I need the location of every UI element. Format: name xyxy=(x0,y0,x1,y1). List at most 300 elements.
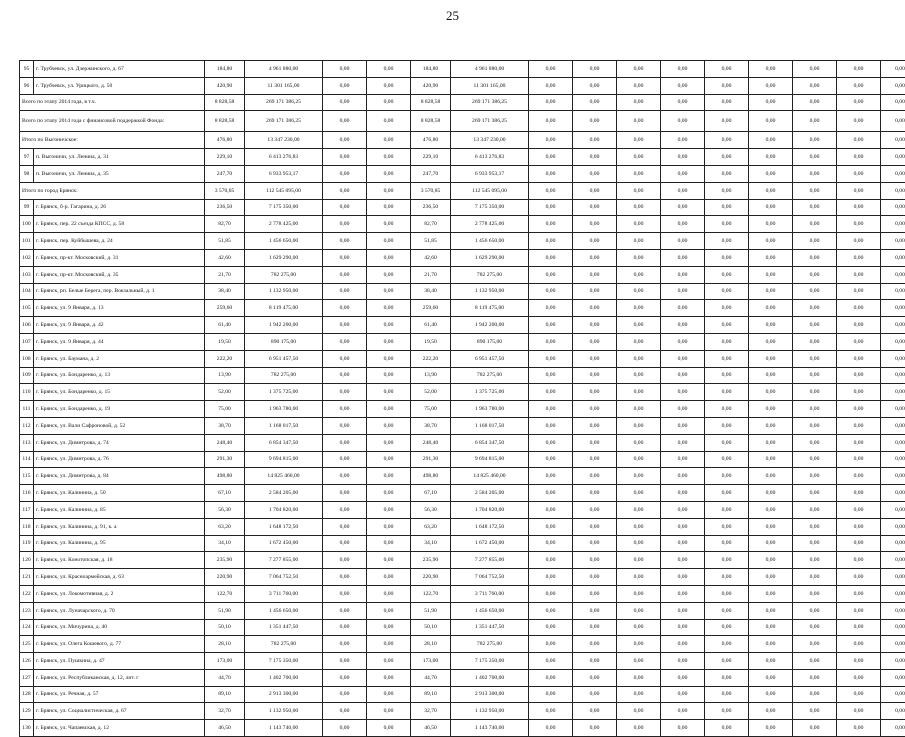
row-zero-value: 0,00 xyxy=(793,669,837,686)
row-zero-value: 0,00 xyxy=(749,333,793,350)
table-row xyxy=(20,266,905,283)
row-zero-value: 0,00 xyxy=(617,199,661,216)
row-area: 220,90 xyxy=(205,569,245,586)
row-value: 0,00 xyxy=(367,552,411,569)
row-cost-2: 2 584 205,00 xyxy=(451,485,529,502)
row-zero-value: 0,00 xyxy=(749,451,793,468)
row-area: 56,30 xyxy=(205,501,245,518)
row-cost: 7 277 855,00 xyxy=(245,552,323,569)
row-cost-2: 1 704 820,00 xyxy=(451,501,529,518)
row-zero-value: 0,00 xyxy=(573,602,617,619)
row-zero-value: 0,00 xyxy=(837,199,881,216)
row-cost: 782 275,00 xyxy=(245,367,323,384)
row-value: 0,00 xyxy=(367,401,411,418)
row-area: 44,70 xyxy=(205,669,245,686)
row-area-2: 56,30 xyxy=(411,501,451,518)
row-address: г. Брянск, ул. Локомотивная, д. 2 xyxy=(34,585,205,602)
row-value: 0,00 xyxy=(367,501,411,518)
row-zero-value: 0,00 xyxy=(837,401,881,418)
row-zero-value: 0,00 xyxy=(881,333,905,350)
row-zero-value: 0,00 xyxy=(705,602,749,619)
row-zero-value: 0,00 xyxy=(529,686,573,703)
row-zero-value: 0,00 xyxy=(617,653,661,670)
row-cost: 1 351 447,50 xyxy=(245,619,323,636)
row-number: 109 xyxy=(20,367,34,384)
row-number: 104 xyxy=(20,283,34,300)
row-zero-value: 0,00 xyxy=(749,552,793,569)
row-zero-value: 0,00 xyxy=(837,77,881,94)
row-label: Итого по Выгоничское: xyxy=(20,132,205,149)
row-zero-value: 0,00 xyxy=(661,569,705,586)
row-area-2: 19,50 xyxy=(411,333,451,350)
row-cost: 269 171 386,25 xyxy=(245,111,323,132)
row-zero-value: 0,00 xyxy=(529,485,573,502)
row-value: 0,00 xyxy=(367,283,411,300)
row-cost-2: 782 275,00 xyxy=(451,636,529,653)
row-area-2: 222,20 xyxy=(411,350,451,367)
row-address: г. Брянск, ул. Конотопская, д. 18 xyxy=(34,552,205,569)
row-zero-value: 0,00 xyxy=(881,653,905,670)
row-zero-value: 0,00 xyxy=(617,720,661,737)
row-area-2: 248,40 xyxy=(411,434,451,451)
row-zero-value: 0,00 xyxy=(573,132,617,149)
row-cost-2: 1 648 172,50 xyxy=(451,518,529,535)
row-zero-value: 0,00 xyxy=(837,367,881,384)
row-zero-value: 0,00 xyxy=(661,249,705,266)
row-zero-value: 0,00 xyxy=(529,535,573,552)
row-zero-value: 0,00 xyxy=(881,636,905,653)
table-row xyxy=(20,77,905,94)
row-zero-value: 0,00 xyxy=(793,216,837,233)
row-zero-value: 0,00 xyxy=(617,552,661,569)
table-row xyxy=(20,434,905,451)
table-row xyxy=(20,653,905,670)
row-value: 0,00 xyxy=(323,703,367,720)
row-zero-value: 0,00 xyxy=(881,569,905,586)
row-zero-value: 0,00 xyxy=(881,300,905,317)
row-zero-value: 0,00 xyxy=(529,703,573,720)
row-zero-value: 0,00 xyxy=(705,333,749,350)
row-cost-2: 112 545 095,00 xyxy=(451,182,529,199)
row-zero-value: 0,00 xyxy=(793,703,837,720)
row-zero-value: 0,00 xyxy=(617,94,661,111)
table-row xyxy=(20,317,905,334)
row-number: 129 xyxy=(20,703,34,720)
row-zero-value: 0,00 xyxy=(749,485,793,502)
row-zero-value: 0,00 xyxy=(881,77,905,94)
row-zero-value: 0,00 xyxy=(793,233,837,250)
row-zero-value: 0,00 xyxy=(705,266,749,283)
row-value: 0,00 xyxy=(323,300,367,317)
row-address: г. Брянск, ул. Калинина, д. 91, к. а xyxy=(34,518,205,535)
row-zero-value: 0,00 xyxy=(529,518,573,535)
row-number: 106 xyxy=(20,317,34,334)
row-zero-value: 0,00 xyxy=(529,94,573,111)
row-cost-2: 13 347 230,00 xyxy=(451,132,529,149)
row-area: 67,10 xyxy=(205,485,245,502)
row-zero-value: 0,00 xyxy=(661,199,705,216)
row-zero-value: 0,00 xyxy=(705,451,749,468)
row-zero-value: 0,00 xyxy=(881,283,905,300)
row-number: 96 xyxy=(20,77,34,94)
row-number: 101 xyxy=(20,233,34,250)
row-zero-value: 0,00 xyxy=(529,417,573,434)
row-zero-value: 0,00 xyxy=(573,61,617,78)
row-zero-value: 0,00 xyxy=(617,518,661,535)
row-zero-value: 0,00 xyxy=(661,619,705,636)
row-area-2: 236,50 xyxy=(411,199,451,216)
row-zero-value: 0,00 xyxy=(749,468,793,485)
table-row xyxy=(20,552,905,569)
row-zero-value: 0,00 xyxy=(881,485,905,502)
row-zero-value: 0,00 xyxy=(661,417,705,434)
row-value: 0,00 xyxy=(367,485,411,502)
row-zero-value: 0,00 xyxy=(573,249,617,266)
row-zero-value: 0,00 xyxy=(617,182,661,199)
table-row xyxy=(20,384,905,401)
row-number: 117 xyxy=(20,501,34,518)
row-cost: 1 168 017,50 xyxy=(245,417,323,434)
row-zero-value: 0,00 xyxy=(617,111,661,132)
row-zero-value: 0,00 xyxy=(793,686,837,703)
row-cost: 890 175,00 xyxy=(245,333,323,350)
row-zero-value: 0,00 xyxy=(573,501,617,518)
row-area-2: 38,40 xyxy=(411,283,451,300)
table-row xyxy=(20,61,905,78)
row-cost: 269 171 386,25 xyxy=(245,94,323,111)
row-zero-value: 0,00 xyxy=(661,266,705,283)
row-number: 111 xyxy=(20,401,34,418)
row-address: г. Трубчевск, ул. Дзержинского, д. 67 xyxy=(34,61,205,78)
row-area: 28,10 xyxy=(205,636,245,653)
row-value: 0,00 xyxy=(323,636,367,653)
row-address: г. Трубчевск, ул. Урицкого, д. 50 xyxy=(34,77,205,94)
row-zero-value: 0,00 xyxy=(749,384,793,401)
row-zero-value: 0,00 xyxy=(573,283,617,300)
row-value: 0,00 xyxy=(367,636,411,653)
row-zero-value: 0,00 xyxy=(573,535,617,552)
row-zero-value: 0,00 xyxy=(661,686,705,703)
row-zero-value: 0,00 xyxy=(529,585,573,602)
row-zero-value: 0,00 xyxy=(573,619,617,636)
row-cost-2: 1 132 950,00 xyxy=(451,703,529,720)
row-value: 0,00 xyxy=(323,401,367,418)
row-address: п. Выгоничи, ул. Ленина, д. 35 xyxy=(34,165,205,182)
row-cost: 112 545 095,00 xyxy=(245,182,323,199)
row-area: 248,40 xyxy=(205,434,245,451)
row-cost-2: 269 171 386,25 xyxy=(451,111,529,132)
row-value: 0,00 xyxy=(323,518,367,535)
row-zero-value: 0,00 xyxy=(793,266,837,283)
row-zero-value: 0,00 xyxy=(661,669,705,686)
row-cost: 3 711 760,00 xyxy=(245,585,323,602)
row-area: 476,80 xyxy=(205,132,245,149)
row-zero-value: 0,00 xyxy=(837,569,881,586)
row-zero-value: 0,00 xyxy=(705,501,749,518)
row-area-2: 259,60 xyxy=(411,300,451,317)
table-row xyxy=(20,249,905,266)
table-row xyxy=(20,165,905,182)
row-zero-value: 0,00 xyxy=(837,350,881,367)
row-zero-value: 0,00 xyxy=(749,501,793,518)
row-zero-value: 0,00 xyxy=(881,720,905,737)
row-zero-value: 0,00 xyxy=(705,61,749,78)
row-zero-value: 0,00 xyxy=(617,485,661,502)
row-cost-2: 7 175 350,00 xyxy=(451,199,529,216)
row-zero-value: 0,00 xyxy=(705,686,749,703)
row-zero-value: 0,00 xyxy=(837,132,881,149)
row-zero-value: 0,00 xyxy=(793,367,837,384)
row-value: 0,00 xyxy=(323,249,367,266)
row-zero-value: 0,00 xyxy=(529,669,573,686)
row-zero-value: 0,00 xyxy=(837,300,881,317)
row-value: 0,00 xyxy=(367,111,411,132)
row-area-2: 476,80 xyxy=(411,132,451,149)
table-row xyxy=(20,686,905,703)
row-zero-value: 0,00 xyxy=(617,686,661,703)
data-table xyxy=(19,60,905,737)
row-zero-value: 0,00 xyxy=(617,216,661,233)
row-zero-value: 0,00 xyxy=(529,165,573,182)
row-zero-value: 0,00 xyxy=(881,703,905,720)
row-cost-2: 6 413 276,83 xyxy=(451,149,529,166)
row-zero-value: 0,00 xyxy=(573,111,617,132)
table-row xyxy=(20,216,905,233)
row-label: Всего по этапу 2014 года с финансовой поддержкой Фонда: xyxy=(20,111,205,132)
row-zero-value: 0,00 xyxy=(661,401,705,418)
row-value: 0,00 xyxy=(367,266,411,283)
table-row xyxy=(20,283,905,300)
row-zero-value: 0,00 xyxy=(793,384,837,401)
row-zero-value: 0,00 xyxy=(617,283,661,300)
row-zero-value: 0,00 xyxy=(881,451,905,468)
row-zero-value: 0,00 xyxy=(617,669,661,686)
row-zero-value: 0,00 xyxy=(749,266,793,283)
row-area: 51,85 xyxy=(205,233,245,250)
row-zero-value: 0,00 xyxy=(617,266,661,283)
table-row xyxy=(20,182,905,199)
row-cost-2: 7 064 752,50 xyxy=(451,569,529,586)
row-address: г. Брянск, ул. Чапаевская, д. 12 xyxy=(34,720,205,737)
row-zero-value: 0,00 xyxy=(837,669,881,686)
row-cost-2: 6 933 953,17 xyxy=(451,165,529,182)
row-zero-value: 0,00 xyxy=(705,485,749,502)
row-zero-value: 0,00 xyxy=(793,653,837,670)
row-cost-2: 8 119 475,00 xyxy=(451,300,529,317)
row-area: 8 828,58 xyxy=(205,94,245,111)
table-row xyxy=(20,602,905,619)
row-zero-value: 0,00 xyxy=(617,300,661,317)
row-zero-value: 0,00 xyxy=(749,199,793,216)
row-zero-value: 0,00 xyxy=(749,149,793,166)
row-cost-2: 1 672 450,00 xyxy=(451,535,529,552)
row-zero-value: 0,00 xyxy=(705,94,749,111)
row-value: 0,00 xyxy=(323,266,367,283)
row-zero-value: 0,00 xyxy=(837,619,881,636)
row-area: 52,00 xyxy=(205,384,245,401)
row-zero-value: 0,00 xyxy=(617,468,661,485)
row-value: 0,00 xyxy=(367,249,411,266)
row-value: 0,00 xyxy=(367,417,411,434)
table-row xyxy=(20,401,905,418)
row-zero-value: 0,00 xyxy=(881,417,905,434)
row-zero-value: 0,00 xyxy=(617,233,661,250)
row-area-2: 3 570,85 xyxy=(411,182,451,199)
row-cost: 1 402 700,00 xyxy=(245,669,323,686)
row-zero-value: 0,00 xyxy=(705,619,749,636)
row-zero-value: 0,00 xyxy=(661,216,705,233)
row-zero-value: 0,00 xyxy=(705,111,749,132)
row-zero-value: 0,00 xyxy=(749,401,793,418)
row-zero-value: 0,00 xyxy=(529,350,573,367)
row-zero-value: 0,00 xyxy=(793,149,837,166)
row-zero-value: 0,00 xyxy=(793,518,837,535)
row-address: г. Брянск, ул. Речная, д. 57 xyxy=(34,686,205,703)
row-address: г. Брянск, ул. Бондаренко, д. 15 xyxy=(34,384,205,401)
row-value: 0,00 xyxy=(323,132,367,149)
row-cost: 1 672 450,00 xyxy=(245,535,323,552)
row-zero-value: 0,00 xyxy=(529,367,573,384)
row-value: 0,00 xyxy=(323,111,367,132)
row-zero-value: 0,00 xyxy=(837,317,881,334)
row-zero-value: 0,00 xyxy=(793,501,837,518)
row-zero-value: 0,00 xyxy=(749,720,793,737)
table-row xyxy=(20,333,905,350)
row-zero-value: 0,00 xyxy=(529,149,573,166)
row-address: г. Брянск, ул. 9 Января, д. 44 xyxy=(34,333,205,350)
row-zero-value: 0,00 xyxy=(705,518,749,535)
row-zero-value: 0,00 xyxy=(661,149,705,166)
row-number: 130 xyxy=(20,720,34,737)
row-zero-value: 0,00 xyxy=(881,552,905,569)
row-area-2: 220,90 xyxy=(411,569,451,586)
table-row xyxy=(20,350,905,367)
row-zero-value: 0,00 xyxy=(705,569,749,586)
table-row xyxy=(20,300,905,317)
row-cost-2: 1 168 017,50 xyxy=(451,417,529,434)
row-zero-value: 0,00 xyxy=(881,94,905,111)
row-zero-value: 0,00 xyxy=(573,569,617,586)
row-number: 119 xyxy=(20,535,34,552)
row-cost-2: 11 301 165,00 xyxy=(451,77,529,94)
row-area: 259,60 xyxy=(205,300,245,317)
row-value: 0,00 xyxy=(367,468,411,485)
row-cost: 1 629 290,00 xyxy=(245,249,323,266)
row-value: 0,00 xyxy=(323,720,367,737)
row-value: 0,00 xyxy=(367,619,411,636)
table-row xyxy=(20,669,905,686)
row-cost: 2 778 425,00 xyxy=(245,216,323,233)
row-zero-value: 0,00 xyxy=(529,61,573,78)
row-zero-value: 0,00 xyxy=(793,283,837,300)
row-cost-2: 1 143 740,00 xyxy=(451,720,529,737)
row-zero-value: 0,00 xyxy=(793,585,837,602)
row-zero-value: 0,00 xyxy=(881,350,905,367)
row-zero-value: 0,00 xyxy=(793,61,837,78)
row-area-2: 44,70 xyxy=(411,669,451,686)
row-zero-value: 0,00 xyxy=(793,94,837,111)
table-row xyxy=(20,501,905,518)
row-value: 0,00 xyxy=(323,61,367,78)
row-zero-value: 0,00 xyxy=(705,199,749,216)
row-zero-value: 0,00 xyxy=(617,602,661,619)
row-value: 0,00 xyxy=(323,333,367,350)
row-zero-value: 0,00 xyxy=(793,132,837,149)
row-number: 102 xyxy=(20,249,34,266)
row-zero-value: 0,00 xyxy=(617,61,661,78)
row-cost-2: 7 175 350,00 xyxy=(451,653,529,670)
row-zero-value: 0,00 xyxy=(749,216,793,233)
row-zero-value: 0,00 xyxy=(705,468,749,485)
table-row xyxy=(20,535,905,552)
row-zero-value: 0,00 xyxy=(793,535,837,552)
row-value: 0,00 xyxy=(323,501,367,518)
row-zero-value: 0,00 xyxy=(749,350,793,367)
row-cost-2: 1 942 200,00 xyxy=(451,317,529,334)
row-area-2: 52,00 xyxy=(411,384,451,401)
row-zero-value: 0,00 xyxy=(881,61,905,78)
row-zero-value: 0,00 xyxy=(617,703,661,720)
row-zero-value: 0,00 xyxy=(705,720,749,737)
row-value: 0,00 xyxy=(323,149,367,166)
row-area-2: 89,10 xyxy=(411,686,451,703)
row-zero-value: 0,00 xyxy=(837,686,881,703)
row-cost: 6 854 347,50 xyxy=(245,434,323,451)
row-zero-value: 0,00 xyxy=(837,111,881,132)
row-value: 0,00 xyxy=(367,367,411,384)
row-address: г. Брянск, ул. Димитрова, д. 74 xyxy=(34,434,205,451)
row-cost-2: 9 694 815,00 xyxy=(451,451,529,468)
row-value: 0,00 xyxy=(323,569,367,586)
row-zero-value: 0,00 xyxy=(529,401,573,418)
row-area: 247,70 xyxy=(205,165,245,182)
row-zero-value: 0,00 xyxy=(705,77,749,94)
row-zero-value: 0,00 xyxy=(573,703,617,720)
row-area-2: 38,70 xyxy=(411,417,451,434)
row-value: 0,00 xyxy=(323,233,367,250)
row-zero-value: 0,00 xyxy=(881,182,905,199)
row-zero-value: 0,00 xyxy=(705,132,749,149)
row-area: 38,70 xyxy=(205,417,245,434)
row-area-2: 21,70 xyxy=(411,266,451,283)
row-zero-value: 0,00 xyxy=(661,585,705,602)
row-value: 0,00 xyxy=(367,77,411,94)
table-row xyxy=(20,619,905,636)
row-value: 0,00 xyxy=(323,602,367,619)
row-value: 0,00 xyxy=(367,300,411,317)
row-zero-value: 0,00 xyxy=(573,417,617,434)
row-zero-value: 0,00 xyxy=(573,669,617,686)
row-address: г. Брянск, ул. Баумана, д. 2 xyxy=(34,350,205,367)
row-zero-value: 0,00 xyxy=(749,703,793,720)
row-cost-2: 14 825 460,00 xyxy=(451,468,529,485)
row-cost-2: 1 351 447,50 xyxy=(451,619,529,636)
row-zero-value: 0,00 xyxy=(881,602,905,619)
row-zero-value: 0,00 xyxy=(529,216,573,233)
row-area: 82,70 xyxy=(205,216,245,233)
row-zero-value: 0,00 xyxy=(573,182,617,199)
row-area-2: 75,00 xyxy=(411,401,451,418)
row-zero-value: 0,00 xyxy=(705,249,749,266)
row-zero-value: 0,00 xyxy=(573,266,617,283)
row-zero-value: 0,00 xyxy=(793,317,837,334)
row-zero-value: 0,00 xyxy=(881,384,905,401)
row-number: 123 xyxy=(20,602,34,619)
row-area: 184,80 xyxy=(205,61,245,78)
row-area: 61,40 xyxy=(205,317,245,334)
row-number: 95 xyxy=(20,61,34,78)
table-row xyxy=(20,199,905,216)
